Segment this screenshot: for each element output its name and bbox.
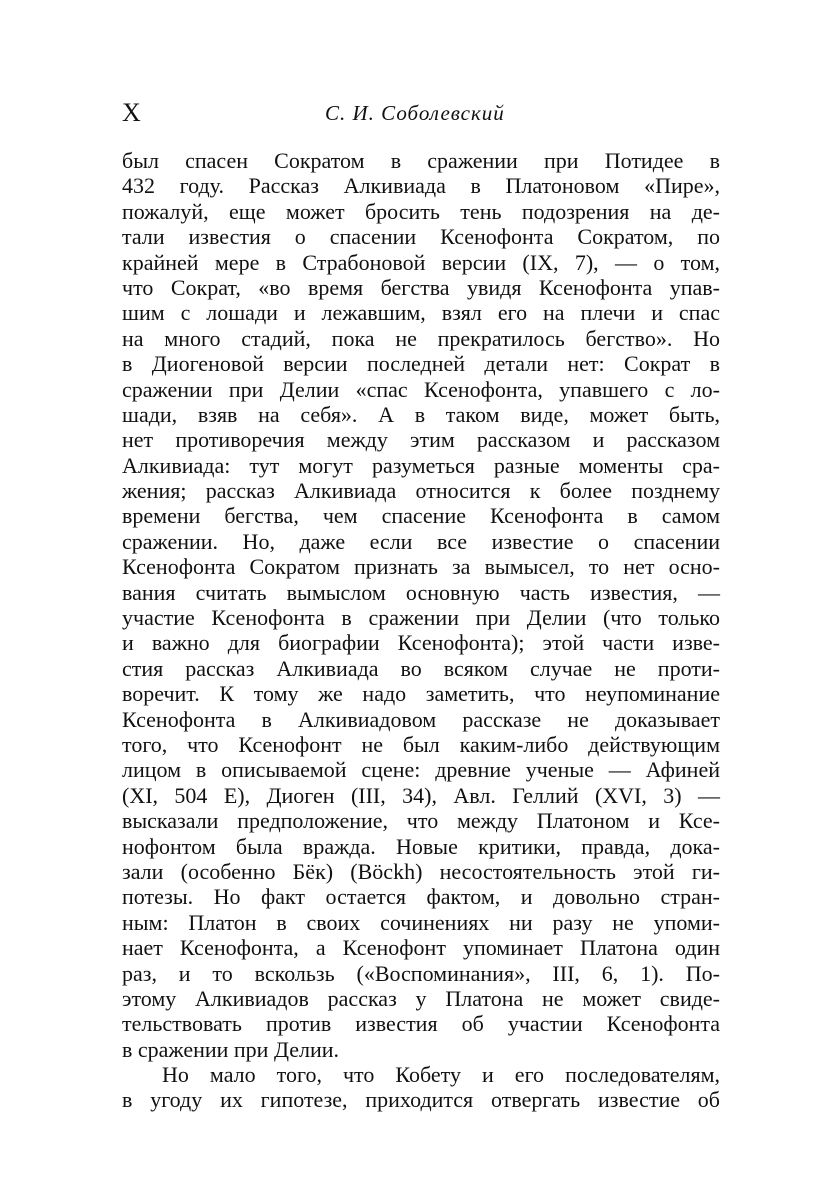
- text-line: тельствовать против известия об участии Ксенофонта: [122, 1011, 720, 1037]
- text-line: ным: Платон в своих сочинениях ни разу не упоми-: [122, 909, 720, 935]
- text-line: крайней мере в Страбоновой версии (IX, 7), — о том,: [122, 249, 720, 275]
- text-line: Ксенофонта Сократом признать за вымысел, то нет осно-: [122, 554, 720, 580]
- text-line: сражении. Но, даже если все известие о спасении: [122, 528, 720, 554]
- text-line: и важно для биографии Ксенофонта); этой части изве-: [122, 630, 720, 656]
- text-line: нает Ксенофонта, а Ксенофонт упоминает Платона один: [122, 935, 720, 961]
- running-head-author: С. И. Соболевский: [325, 101, 505, 125]
- text-line: вания считать вымыслом основную часть известия, —: [122, 579, 720, 605]
- text-line: этому Алкивиадов рассказ у Платона не может свиде-: [122, 985, 720, 1011]
- text-line: времени бегства, чем спасение Ксенофонта в самом: [122, 503, 720, 529]
- text-line: того, что Ксенофонт не был каким-либо действующим: [122, 731, 720, 757]
- text-line: стия рассказ Алкивиада во всяком случае не проти-: [122, 655, 720, 681]
- text-line: лицом в описываемой сцене: древние ученые — Афиней: [122, 757, 720, 783]
- text-line: нет противоречия между этим рассказом и рассказом: [122, 427, 720, 453]
- text-line: в угоду их гипотезе, приходится отвергать известие об: [122, 1087, 720, 1113]
- text-line: сражении при Делии «спас Ксенофонта, упавшего с ло-: [122, 376, 720, 402]
- paragraph-first-line: Но мало того, что Кобету и его последователям,: [162, 1062, 720, 1088]
- text-line: в Диогеновой версии последней детали нет: Сократ в: [122, 351, 720, 377]
- text-line: на много стадий, пока не прекратилось бегство». Но: [122, 325, 720, 351]
- text-line: пожалуй, еще может бросить тень подозрения на де-: [122, 198, 720, 224]
- text-line: высказали предположение, что между Платоном и Ксе-: [122, 808, 720, 834]
- text-line: участие Ксенофонта в сражении при Делии (что только: [122, 605, 720, 631]
- body-text: [122, 148, 720, 1113]
- text-line: тали известия о спасении Ксенофонта Сократом, по: [122, 224, 720, 250]
- text-line: (XI, 504 E), Диоген (III, 34), Авл. Геллий (XVI, 3) —: [122, 782, 720, 808]
- text-line: жения; рассказ Алкивиада относится к более позднему: [122, 478, 720, 504]
- text-line: 432 году. Рассказ Алкивиада в Платоновом «Пире»,: [122, 173, 720, 199]
- text-line: Ксенофонта в Алкивиадовом рассказе не доказывает: [122, 706, 720, 732]
- text-line: в сражении при Делии.: [122, 1036, 340, 1062]
- text-line: воречит. К тому же надо заметить, что неупоминание: [122, 681, 720, 707]
- text-line: что Сократ, «во время бегства увидя Ксенофонта упав-: [122, 274, 720, 300]
- text-line: Алкивиада: тут могут разуметься разные моменты сра-: [122, 452, 720, 478]
- text-line: раз, и то вскользь («Воспоминания», III, 6, 1). По-: [122, 960, 720, 986]
- text-line: зали (особенно Бёк) (Böckh) несостоятельность этой ги-: [122, 858, 720, 884]
- text-line: шим с лошади и лежавшим, взял его на плечи и спас: [122, 300, 720, 326]
- text-line: шади, взяв на себя». А в таком виде, может быть,: [122, 401, 720, 427]
- running-head: [122, 98, 722, 128]
- text-line: нофонтом была вражда. Новые критики, правда, дока-: [122, 833, 720, 859]
- text-line: был спасен Сократом в сражении при Потидее в: [122, 148, 720, 173]
- page-number: X: [122, 98, 142, 127]
- text-line: потезы. Но факт остается фактом, и довольно стран-: [122, 884, 720, 910]
